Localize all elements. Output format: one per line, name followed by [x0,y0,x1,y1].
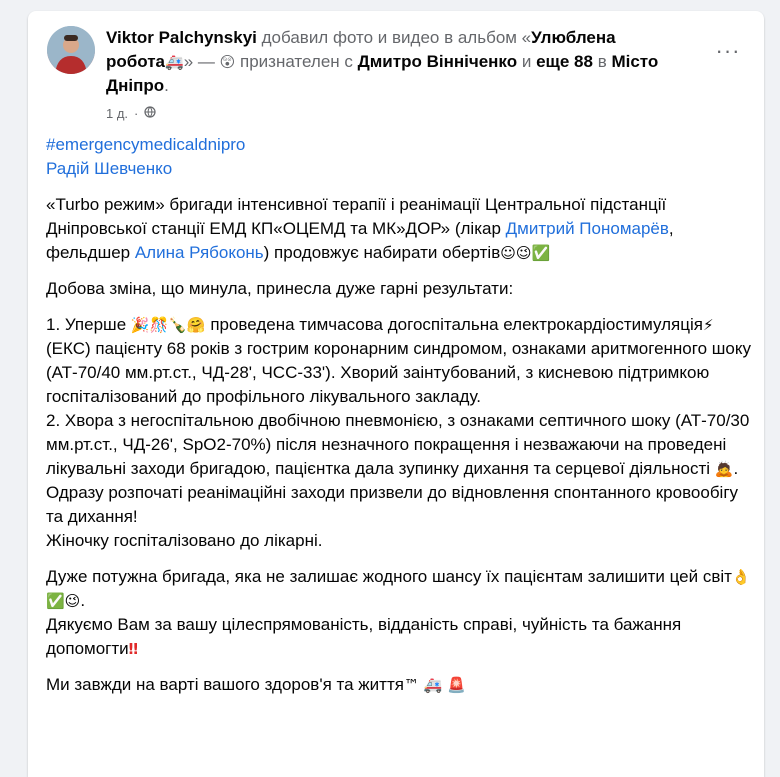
post-card [28,11,764,777]
meta-dot: · [134,106,139,121]
feeling-text: признателен с [240,52,353,71]
team-text: Дуже потужна бригада, яка не залишає жодного шансу їх пацієнтам залишити цей світ [46,567,732,586]
celebration-emoji: 🎉🎊🍾🤗 [130,316,206,334]
closing-emoji: ™ 🚑 🚨 [403,676,466,694]
more-options-button[interactable] [710,33,746,69]
intro-text-2: , фельдшер [46,219,674,262]
and-text: и [521,52,532,71]
paragraph-closing [46,673,756,697]
team-end: . [80,591,86,610]
item-1-text: проведена тимчасова догоспітальна електрокардіостимуляція [205,315,703,334]
item-2-after: Одразу розпочаті реанімаційні заходи призвели до відновлення спонтанного кровообігу та дихання! [46,483,739,526]
paragraph-intro [46,193,756,265]
intro-emoji: ☺😉✅ [500,244,551,262]
album-close: » — [183,52,215,71]
ambulance-icon: 🚑 [165,53,184,71]
location-prep: в [597,52,607,71]
thanks-text: Дякуємо Вам за вашу цілеспрямованість, відданість справі, чуйність та бажання допомогти [46,615,682,658]
location-link[interactable]: Місто Дніпро [106,52,659,95]
closing-text: Ми завжди на варті вашого здоров'я та життя [46,675,404,694]
item-2-end: Жіночку госпіталізовано до лікарні. [46,531,323,550]
post-header [106,26,666,98]
intro-text-3: ) продовжує набирати обертів [263,243,501,262]
paragraph-team [46,565,756,613]
paragraph-results: Добова зміна, що минула, принесла дуже гарні результати: [46,279,514,298]
doctor-link[interactable]: Дмитрий Пономарёв [505,219,669,238]
bow-emoji: 🙇 [714,460,734,478]
post-body [46,133,756,697]
hashtag-link[interactable]: #emergencymedicaldnipro [46,135,246,154]
location-end: . [164,76,169,95]
tagged-person-link[interactable]: Дмитро Вінніченко [357,52,518,71]
mention-link[interactable]: Радій Шевченко [46,159,173,178]
exclamation-emoji: ‼ [128,640,139,658]
item-1 [46,313,756,409]
item-1-start: 1. Уперше [46,315,131,334]
globe-icon [144,106,156,121]
feeling-icon: 😲 [219,53,236,71]
lightning-emoji: ⚡ [702,316,714,334]
others-link[interactable]: еще 88 [536,52,593,71]
item-2: 2. Хвора з негоспітальною двобічною пневмонією, з ознаками септичного шоку (АТ-70/30 мм.рт.ст., ЧД-26', SpO2-70%) після незначного покращення і незважаючи на проведені лікувальні заходи бригадою, пацієнтка дала зупинку дихання та серцевої діяльності 🙇. [46,411,750,478]
item-2-text: 2. Хвора з негоспітальною двобічною пневмонією, з ознаками септичного шоку (АТ-70/30 мм.рт.ст., ЧД-26', SpO2-70%) після незначного покращення і незважаючи на проведені лікувальні заходи бригадою, пацієнтка дала зупинку дихання та серцевої діяльності [46,411,750,478]
avatar[interactable] [47,26,95,74]
paramedic-link[interactable]: Алина Рябоконь [134,243,264,262]
post-meta [106,106,156,121]
item-1-rest: (ЕКС) пацієнту 68 років з гострим коронарним синдромом, ознаками аритмогенного шоку (АТ-70/40 мм.рт.ст., ЧД-28', ЧСС-33'). Хворий заінтубований, з кисневою підтримкою госпіталізований до профільного лікувального закладу. [46,339,751,406]
author-name[interactable]: Viktor Palchynskyi [106,28,257,47]
team-emoji: 👌✅😉 [46,568,751,610]
album-link[interactable]: Улюблена робота [106,28,616,71]
more-horizontal-icon: ··· [715,38,741,63]
action-text: добавил фото и видео в альбом « [261,28,532,47]
paragraph-thanks [46,613,756,661]
intro-text-1: «Turbo режим» бригади інтенсивної терапії і реанімації Центральної підстанції Дніпровської станції ЕМД КП«ОЦЕМД та МК»ДОР» (лікар [46,195,667,238]
post-time[interactable]: 1 д. [106,106,129,121]
